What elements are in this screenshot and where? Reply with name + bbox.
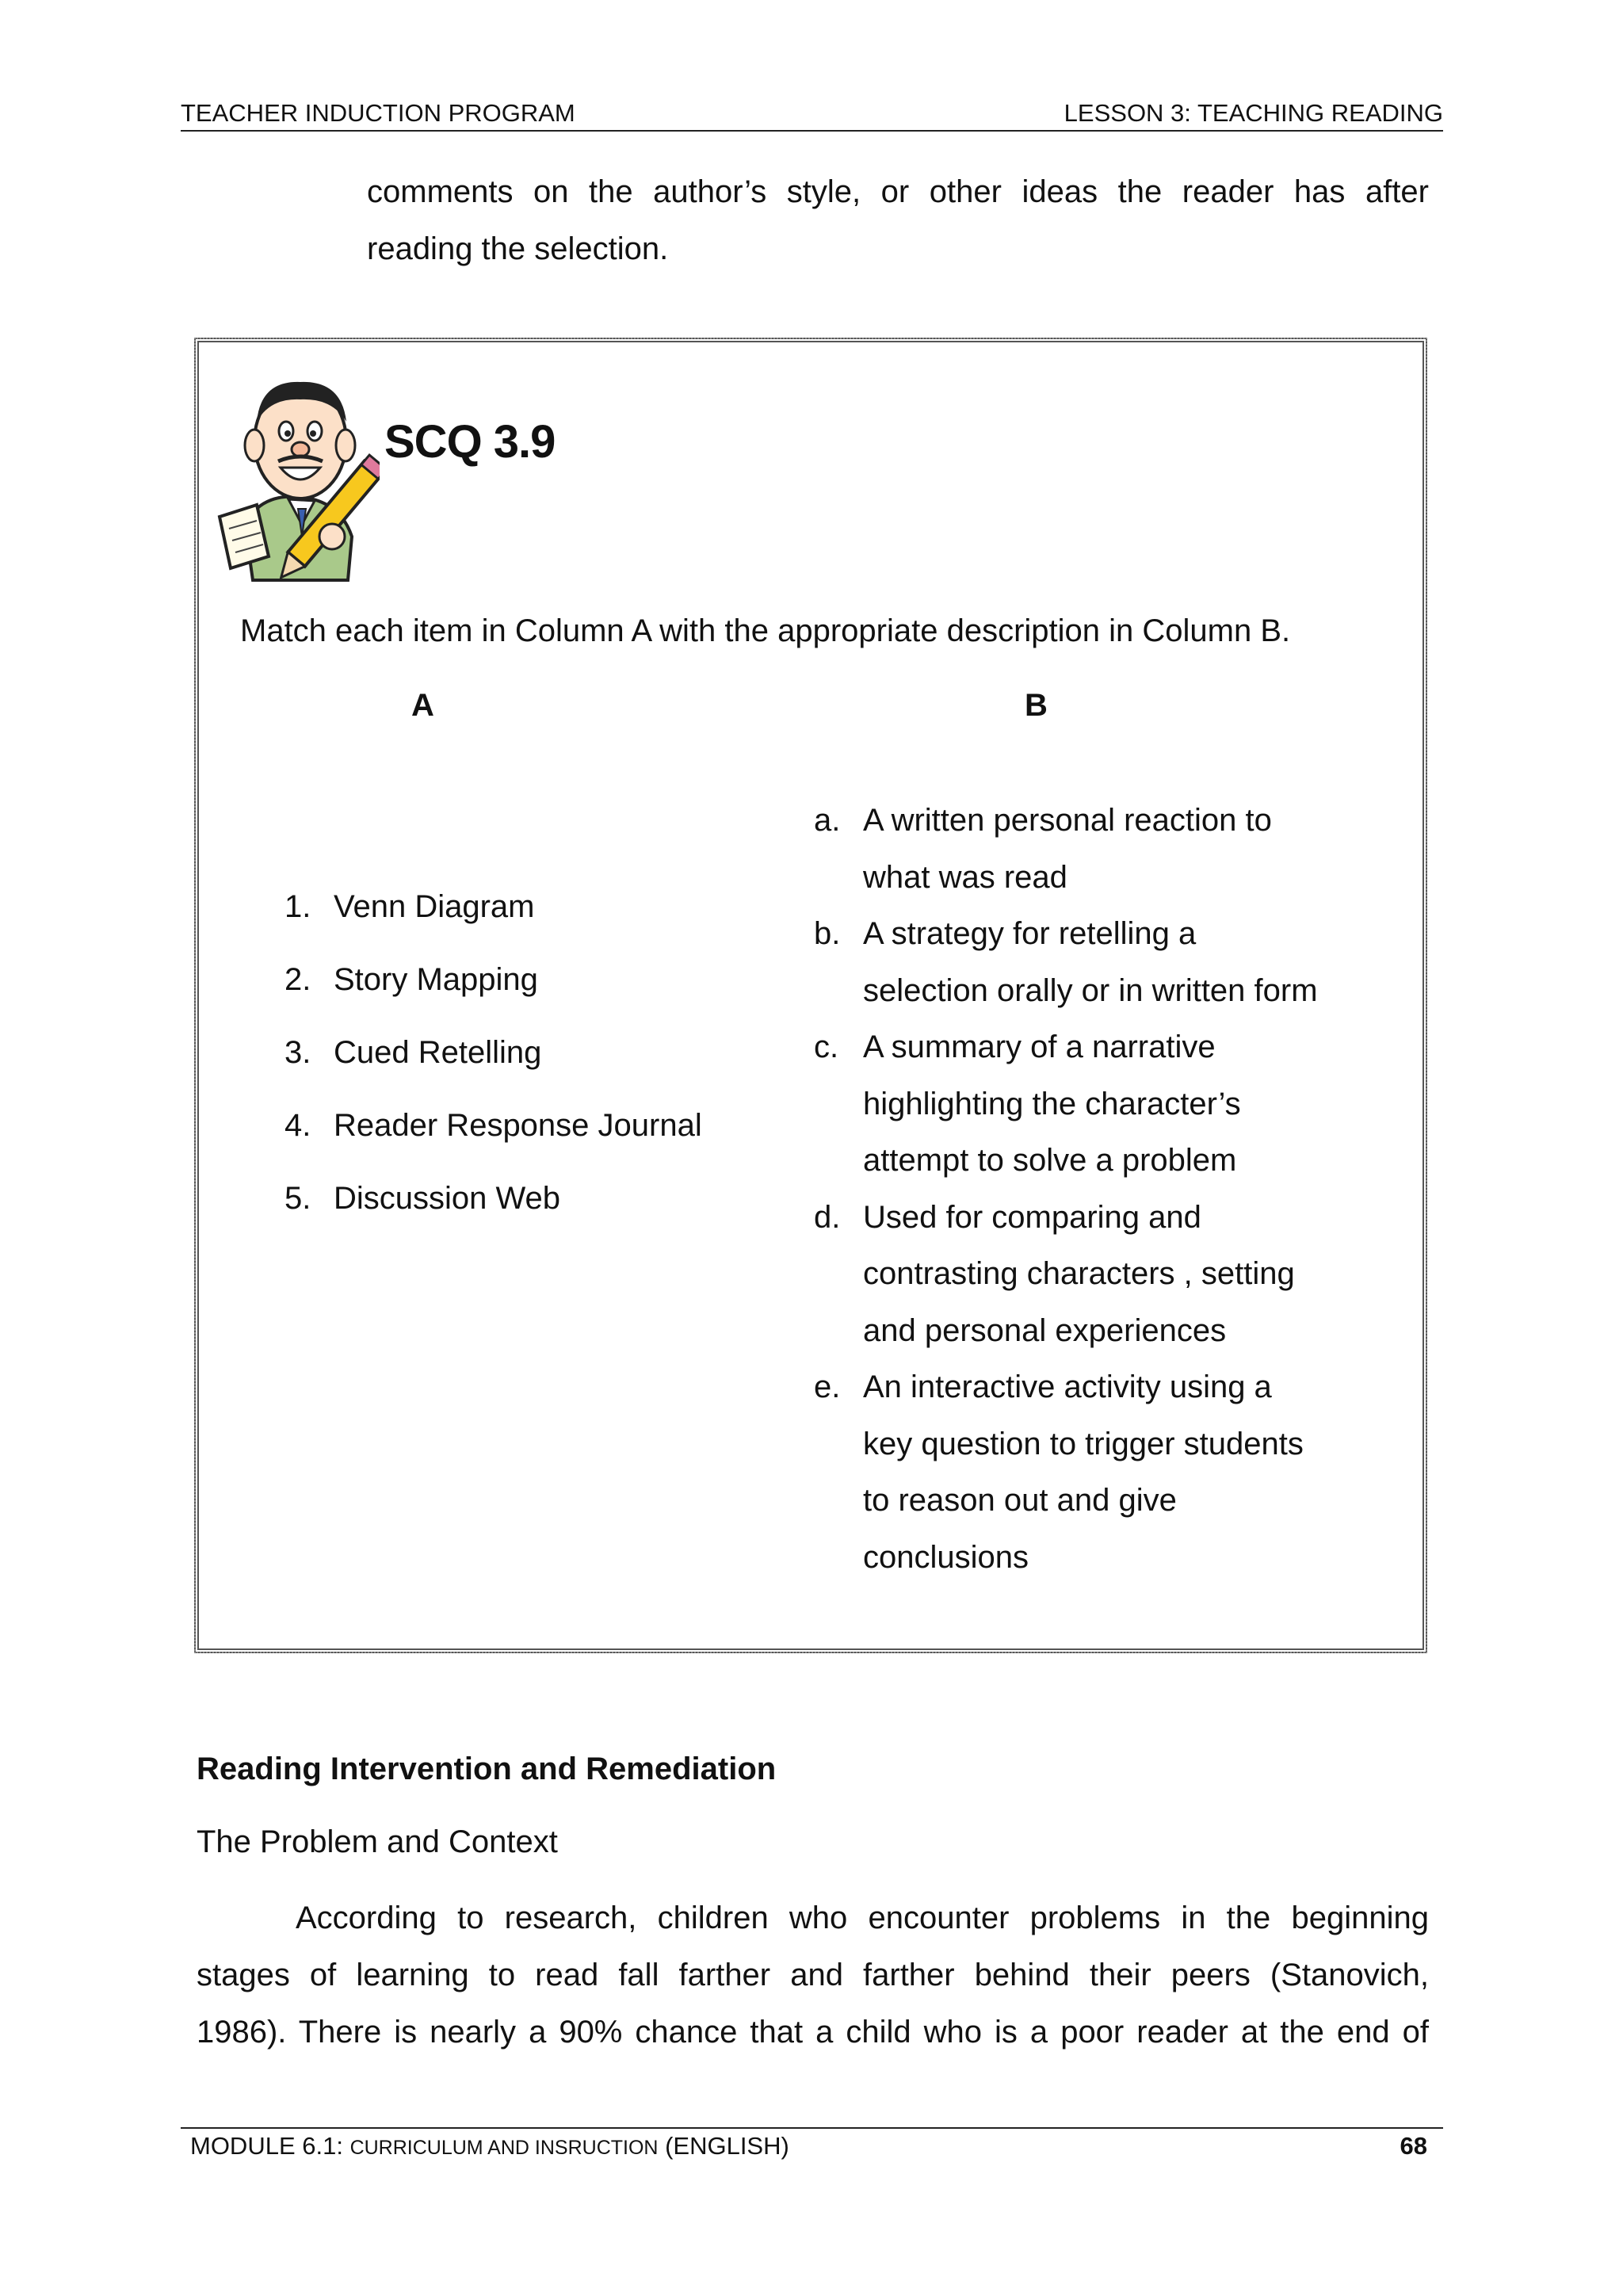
item-letter: a. — [814, 803, 841, 838]
list-item — [285, 1016, 702, 1089]
list-item — [285, 1162, 702, 1235]
item-number: 2. — [285, 962, 311, 997]
list-item — [285, 870, 702, 943]
section-title: Reading Intervention and Remediation — [197, 1752, 777, 1786]
item-line: A summary of a narrative — [863, 1030, 1216, 1064]
item-line: A written personal reaction to — [863, 803, 1272, 838]
column-a-heading: A — [411, 688, 434, 723]
footer-suffix: (ENGLISH) — [658, 2132, 789, 2160]
header-left: TEACHER INDUCTION PROGRAM — [181, 99, 575, 127]
section-subtitle: The Problem and Context — [197, 1824, 558, 1859]
page-footer — [181, 2127, 1443, 2164]
item-line: key question to trigger students — [863, 1426, 1304, 1461]
continuation-line-2: reading the selection. — [367, 231, 669, 266]
item-line: selection orally or in written form — [863, 972, 1318, 1008]
list-item — [814, 793, 1362, 906]
item-line: what was read — [863, 859, 1067, 895]
item-text — [863, 1359, 1362, 1586]
item-text: Cued Retelling — [334, 1035, 542, 1070]
item-line: and personal experiences — [863, 1312, 1227, 1348]
item-letter: b. — [814, 916, 841, 951]
item-text — [863, 906, 1362, 1019]
item-line: Used for comparing and — [863, 1199, 1201, 1235]
item-number: 3. — [285, 1035, 311, 1070]
list-item — [814, 906, 1362, 1019]
paragraph-line: stages of learning to read fall farther and farther behind their peers (Stanovich, — [197, 1958, 1429, 1992]
page-number: 68 — [1400, 2132, 1427, 2160]
continuation-line-1: comments on the author’s style, or other ideas the reader has after — [367, 174, 1429, 209]
scq-box — [194, 338, 1427, 1653]
column-a-list — [285, 870, 702, 1235]
item-line: conclusions — [863, 1539, 1029, 1575]
page-header — [181, 98, 1443, 132]
column-b-heading: B — [1025, 688, 1048, 723]
item-number: 5. — [285, 1181, 311, 1216]
item-line: A strategy for retelling a — [863, 916, 1197, 951]
footer-module-label — [190, 2129, 789, 2165]
footer-prefix: MODULE 6.1: — [190, 2132, 350, 2160]
list-item — [814, 1019, 1362, 1190]
list-item — [814, 1359, 1362, 1586]
item-line: attempt to solve a problem — [863, 1143, 1237, 1178]
scq-title: SCQ 3.9 — [384, 416, 556, 468]
item-letter: c. — [814, 1030, 839, 1064]
item-number: 4. — [285, 1108, 311, 1143]
teacher-with-pencil-icon — [213, 366, 380, 588]
header-right: LESSON 3: TEACHING READING — [1064, 99, 1443, 127]
item-number: 1. — [285, 889, 311, 924]
item-text — [863, 1190, 1362, 1360]
list-item — [285, 1089, 702, 1162]
item-letter: d. — [814, 1199, 841, 1235]
footer-course: CURRICULUM AND INSRUCTION — [349, 2137, 659, 2159]
column-b-list — [814, 793, 1362, 1586]
scq-instruction: Match each item in Column A with the appropriate description in Column B. — [240, 613, 1291, 648]
item-text — [863, 793, 1362, 906]
item-text: Venn Diagram — [334, 889, 535, 924]
list-item — [814, 1190, 1362, 1360]
continuation-text — [367, 163, 1429, 277]
item-line: to reason out and give — [863, 1483, 1177, 1518]
item-line: An interactive activity using a — [863, 1370, 1272, 1404]
item-text: Story Mapping — [334, 962, 538, 997]
item-text: Discussion Web — [334, 1181, 561, 1216]
body-paragraph — [197, 1889, 1429, 2061]
item-line: highlighting the character’s — [863, 1086, 1241, 1121]
list-item — [285, 943, 702, 1016]
item-text — [863, 1019, 1362, 1190]
paragraph-line: According to research, children who encounter problems in the beginning — [296, 1901, 1429, 1935]
paragraph-line: 1986). There is nearly a 90% chance that a child who is a poor reader at the end of — [197, 2015, 1429, 2050]
item-text: Reader Response Journal — [334, 1108, 702, 1143]
item-letter: e. — [814, 1370, 841, 1404]
item-line: contrasting characters , setting — [863, 1256, 1295, 1291]
